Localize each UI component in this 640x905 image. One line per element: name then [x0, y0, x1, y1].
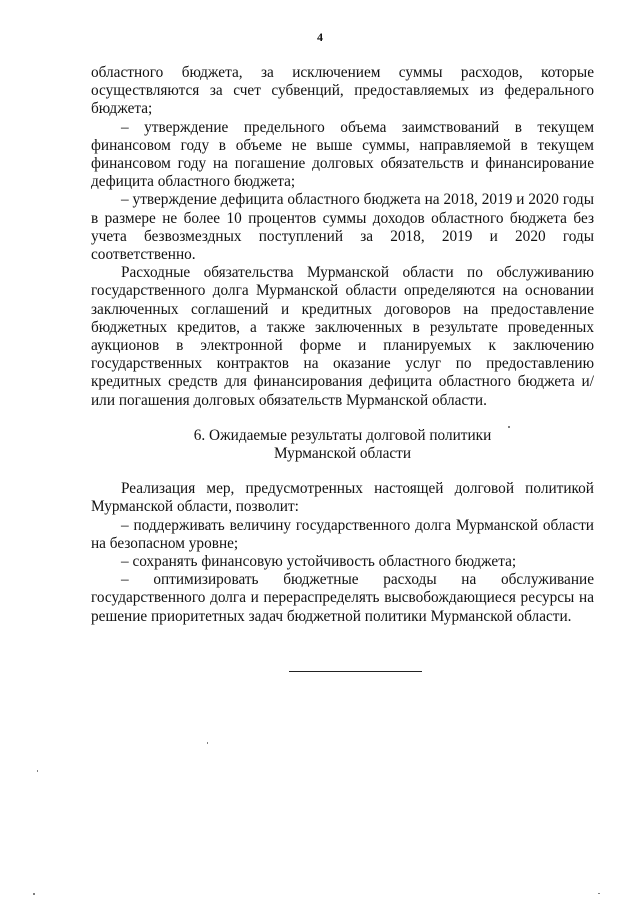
end-divider: [289, 671, 422, 672]
scan-speck: [207, 742, 208, 744]
paragraph: областного бюджета, за исключением суммы расходов, которые осуществляются за счет субвенций, предоставляемых из федерального бюджета;: [91, 64, 594, 118]
paragraph: Реализация мер, предусмотренных настоящей долговой политикой Мурманской области, позволит:: [91, 480, 594, 516]
document-body: [91, 64, 594, 626]
paragraph: – утверждение предельного объема заимствований в текущем финансовом году в объеме не выше суммы, направляемой в текущем финансовом году на погашение долговых обязательств и финансирование дефицита областного бюджета;: [91, 118, 594, 191]
list-item: – сохранять финансовую устойчивость областного бюджета;: [121, 553, 517, 571]
paragraph: Расходные обязательства Мурманской области по обслуживанию государственного долга Мурманской области определяются на основании заключенных соглашений и кредитных договоров на предоставление бюджетных кредитов, а также заключенных в результате проведенных аукционов в электронной форме и планируемых к заключению государственных контрактов на оказание услуг по предоставлению кредитных средств для финансирования дефицита областного бюджета и/или погашения долговых обязательств Мурманской области.: [91, 264, 594, 409]
scan-speck: [598, 893, 600, 894]
list-item: – оптимизировать бюджетные расходы на обслуживание государственного долга и перераспределять высвобождающиеся ресурсы на решение приоритетных задач бюджетной политики Мурманской области.: [91, 571, 594, 625]
paragraph: – утверждение дефицита областного бюджета на 2018, 2019 и 2020 годы в размере не более 10 процентов суммы доходов областного бюджета без учета безвозмездных поступлений за 2018, 2019 и 2020 годы соответственно.: [91, 191, 594, 264]
scan-speck: [508, 426, 510, 428]
page-number: 4: [317, 30, 323, 44]
section-heading-line: 6. Ожидаемые результаты долговой политики: [193, 426, 492, 444]
section-heading: [91, 427, 594, 463]
scan-speck: [33, 893, 35, 895]
scan-speck: [37, 770, 38, 772]
section-heading-line: Мурманской области: [273, 445, 412, 463]
list-item: – поддерживать величину государственного долга Мурманской области на безопасном уровне;: [91, 516, 594, 552]
